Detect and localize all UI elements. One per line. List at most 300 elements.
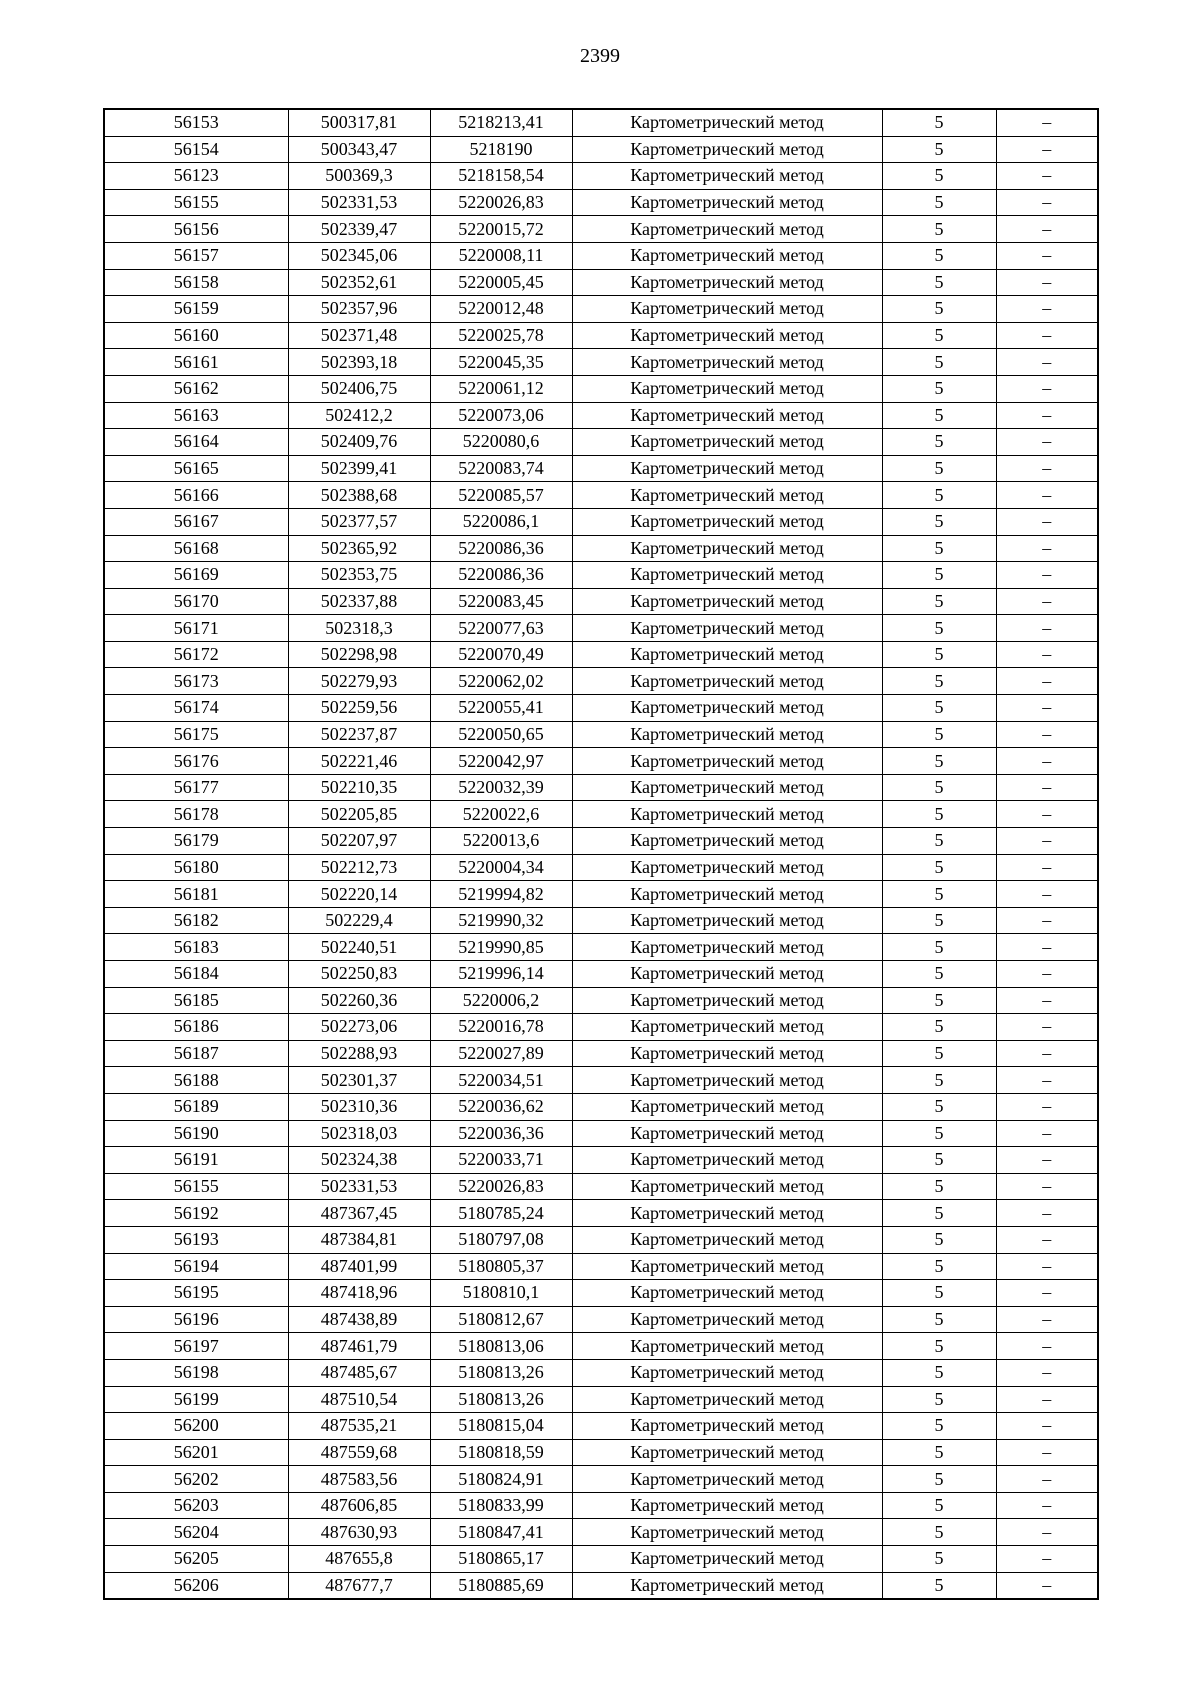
description-cell: – (996, 934, 1098, 961)
x-coordinate-cell: 502399,41 (288, 455, 430, 482)
method-cell: Картометрический метод (572, 1014, 882, 1041)
method-cell: Картометрический метод (572, 801, 882, 828)
method-cell: Картометрический метод (572, 854, 882, 881)
x-coordinate-cell: 487630,93 (288, 1519, 430, 1546)
description-cell: – (996, 1093, 1098, 1120)
y-coordinate-cell: 5220073,06 (430, 402, 572, 429)
precision-cell: 5 (882, 748, 996, 775)
description-cell: – (996, 695, 1098, 722)
precision-cell: 5 (882, 508, 996, 535)
description-cell: – (996, 668, 1098, 695)
table-row (104, 1067, 1098, 1094)
y-coordinate-cell: 5220042,97 (430, 748, 572, 775)
x-coordinate-cell: 487606,85 (288, 1492, 430, 1519)
table-row (104, 482, 1098, 509)
point-number-cell: 56188 (104, 1067, 288, 1094)
method-cell: Картометрический метод (572, 881, 882, 908)
table-row (104, 801, 1098, 828)
table-row (104, 349, 1098, 376)
method-cell: Картометрический метод (572, 1067, 882, 1094)
precision-cell: 5 (882, 1492, 996, 1519)
table-row (104, 1439, 1098, 1466)
description-cell: – (996, 455, 1098, 482)
precision-cell: 5 (882, 641, 996, 668)
precision-cell: 5 (882, 588, 996, 615)
table-row (104, 1519, 1098, 1546)
point-number-cell: 56162 (104, 375, 288, 402)
x-coordinate-cell: 502310,36 (288, 1093, 430, 1120)
method-cell: Картометрический метод (572, 1519, 882, 1546)
point-number-cell: 56193 (104, 1226, 288, 1253)
y-coordinate-cell: 5219994,82 (430, 881, 572, 908)
method-cell: Картометрический метод (572, 987, 882, 1014)
description-cell: – (996, 1306, 1098, 1333)
x-coordinate-cell: 502260,36 (288, 987, 430, 1014)
x-coordinate-cell: 502409,76 (288, 429, 430, 456)
y-coordinate-cell: 5220005,45 (430, 269, 572, 296)
x-coordinate-cell: 502221,46 (288, 748, 430, 775)
table-row (104, 1253, 1098, 1280)
point-number-cell: 56205 (104, 1546, 288, 1573)
point-number-cell: 56171 (104, 615, 288, 642)
y-coordinate-cell: 5220080,6 (430, 429, 572, 456)
point-number-cell: 56167 (104, 508, 288, 535)
point-number-cell: 56157 (104, 242, 288, 269)
y-coordinate-cell: 5220062,02 (430, 668, 572, 695)
method-cell: Картометрический метод (572, 961, 882, 988)
method-cell: Картометрический метод (572, 695, 882, 722)
description-cell: – (996, 1333, 1098, 1360)
description-cell: – (996, 375, 1098, 402)
point-number-cell: 56194 (104, 1253, 288, 1280)
table-row (104, 109, 1098, 136)
point-number-cell: 56187 (104, 1040, 288, 1067)
point-number-cell: 56156 (104, 216, 288, 243)
description-cell: – (996, 189, 1098, 216)
point-number-cell: 56180 (104, 854, 288, 881)
table-row (104, 242, 1098, 269)
y-coordinate-cell: 5220083,45 (430, 588, 572, 615)
method-cell: Картометрический метод (572, 429, 882, 456)
x-coordinate-cell: 487384,81 (288, 1226, 430, 1253)
precision-cell: 5 (882, 1546, 996, 1573)
precision-cell: 5 (882, 1466, 996, 1493)
description-cell: – (996, 1040, 1098, 1067)
table-row (104, 721, 1098, 748)
method-cell: Картометрический метод (572, 136, 882, 163)
x-coordinate-cell: 502365,92 (288, 535, 430, 562)
y-coordinate-cell: 5220036,36 (430, 1120, 572, 1147)
method-cell: Картометрический метод (572, 1200, 882, 1227)
table-row (104, 588, 1098, 615)
x-coordinate-cell: 502324,38 (288, 1147, 430, 1174)
description-cell: – (996, 242, 1098, 269)
point-number-cell: 56192 (104, 1200, 288, 1227)
point-number-cell: 56153 (104, 109, 288, 136)
method-cell: Картометрический метод (572, 721, 882, 748)
point-number-cell: 56185 (104, 987, 288, 1014)
method-cell: Картометрический метод (572, 748, 882, 775)
x-coordinate-cell: 502220,14 (288, 881, 430, 908)
y-coordinate-cell: 5220085,57 (430, 482, 572, 509)
y-coordinate-cell: 5220032,39 (430, 774, 572, 801)
table-row (104, 1147, 1098, 1174)
point-number-cell: 56183 (104, 934, 288, 961)
method-cell: Картометрический метод (572, 1280, 882, 1307)
point-number-cell: 56184 (104, 961, 288, 988)
table-row (104, 163, 1098, 190)
table-row (104, 1359, 1098, 1386)
x-coordinate-cell: 487438,89 (288, 1306, 430, 1333)
x-coordinate-cell: 502212,73 (288, 854, 430, 881)
y-coordinate-cell: 5220086,36 (430, 535, 572, 562)
point-number-cell: 56155 (104, 189, 288, 216)
point-number-cell: 56174 (104, 695, 288, 722)
table-row (104, 987, 1098, 1014)
table-row (104, 508, 1098, 535)
description-cell: – (996, 1280, 1098, 1307)
table-row (104, 1386, 1098, 1413)
table-row (104, 1093, 1098, 1120)
description-cell: – (996, 907, 1098, 934)
point-number-cell: 56165 (104, 455, 288, 482)
point-number-cell: 56197 (104, 1333, 288, 1360)
precision-cell: 5 (882, 1200, 996, 1227)
x-coordinate-cell: 502205,85 (288, 801, 430, 828)
x-coordinate-cell: 502412,2 (288, 402, 430, 429)
description-cell: – (996, 1147, 1098, 1174)
description-cell: – (996, 1572, 1098, 1599)
description-cell: – (996, 1120, 1098, 1147)
x-coordinate-cell: 487583,56 (288, 1466, 430, 1493)
point-number-cell: 56123 (104, 163, 288, 190)
precision-cell: 5 (882, 801, 996, 828)
precision-cell: 5 (882, 482, 996, 509)
point-number-cell: 56163 (104, 402, 288, 429)
description-cell: – (996, 774, 1098, 801)
x-coordinate-cell: 487535,21 (288, 1413, 430, 1440)
y-coordinate-cell: 5180885,69 (430, 1572, 572, 1599)
precision-cell: 5 (882, 216, 996, 243)
y-coordinate-cell: 5180812,67 (430, 1306, 572, 1333)
point-number-cell: 56198 (104, 1359, 288, 1386)
y-coordinate-cell: 5218213,41 (430, 109, 572, 136)
y-coordinate-cell: 5220013,6 (430, 828, 572, 855)
table-row (104, 136, 1098, 163)
precision-cell: 5 (882, 615, 996, 642)
y-coordinate-cell: 5220086,36 (430, 562, 572, 589)
table-body (104, 109, 1098, 1599)
x-coordinate-cell: 502388,68 (288, 482, 430, 509)
table-row (104, 1546, 1098, 1573)
method-cell: Картометрический метод (572, 216, 882, 243)
precision-cell: 5 (882, 1173, 996, 1200)
precision-cell: 5 (882, 269, 996, 296)
method-cell: Картометрический метод (572, 296, 882, 323)
description-cell: – (996, 854, 1098, 881)
method-cell: Картометрический метод (572, 1572, 882, 1599)
method-cell: Картометрический метод (572, 163, 882, 190)
table-row (104, 1280, 1098, 1307)
description-cell: – (996, 508, 1098, 535)
y-coordinate-cell: 5219990,85 (430, 934, 572, 961)
x-coordinate-cell: 502301,37 (288, 1067, 430, 1094)
x-coordinate-cell: 487461,79 (288, 1333, 430, 1360)
table-row (104, 1306, 1098, 1333)
x-coordinate-cell: 502240,51 (288, 934, 430, 961)
precision-cell: 5 (882, 562, 996, 589)
precision-cell: 5 (882, 1386, 996, 1413)
table-row (104, 668, 1098, 695)
precision-cell: 5 (882, 1413, 996, 1440)
method-cell: Картометрический метод (572, 349, 882, 376)
point-number-cell: 56173 (104, 668, 288, 695)
precision-cell: 5 (882, 1253, 996, 1280)
table-row (104, 1014, 1098, 1041)
point-number-cell: 56177 (104, 774, 288, 801)
y-coordinate-cell: 5180847,41 (430, 1519, 572, 1546)
precision-cell: 5 (882, 721, 996, 748)
precision-cell: 5 (882, 987, 996, 1014)
point-number-cell: 56204 (104, 1519, 288, 1546)
precision-cell: 5 (882, 136, 996, 163)
x-coordinate-cell: 500369,3 (288, 163, 430, 190)
table-row (104, 322, 1098, 349)
precision-cell: 5 (882, 668, 996, 695)
table-row (104, 748, 1098, 775)
description-cell: – (996, 721, 1098, 748)
table-row (104, 854, 1098, 881)
precision-cell: 5 (882, 1333, 996, 1360)
y-coordinate-cell: 5180818,59 (430, 1439, 572, 1466)
method-cell: Картометрический метод (572, 934, 882, 961)
y-coordinate-cell: 5219990,32 (430, 907, 572, 934)
method-cell: Картометрический метод (572, 1226, 882, 1253)
x-coordinate-cell: 502377,57 (288, 508, 430, 535)
precision-cell: 5 (882, 109, 996, 136)
point-number-cell: 56190 (104, 1120, 288, 1147)
table-row (104, 1492, 1098, 1519)
y-coordinate-cell: 5220086,1 (430, 508, 572, 535)
x-coordinate-cell: 502337,88 (288, 588, 430, 615)
method-cell: Картометрический метод (572, 375, 882, 402)
precision-cell: 5 (882, 402, 996, 429)
table-row (104, 402, 1098, 429)
method-cell: Картометрический метод (572, 615, 882, 642)
y-coordinate-cell: 5220008,11 (430, 242, 572, 269)
description-cell: – (996, 216, 1098, 243)
description-cell: – (996, 828, 1098, 855)
description-cell: – (996, 1253, 1098, 1280)
description-cell: – (996, 269, 1098, 296)
y-coordinate-cell: 5220036,62 (430, 1093, 572, 1120)
point-number-cell: 56154 (104, 136, 288, 163)
precision-cell: 5 (882, 1359, 996, 1386)
description-cell: – (996, 1359, 1098, 1386)
x-coordinate-cell: 502250,83 (288, 961, 430, 988)
precision-cell: 5 (882, 242, 996, 269)
method-cell: Картометрический метод (572, 1492, 882, 1519)
description-cell: – (996, 296, 1098, 323)
method-cell: Картометрический метод (572, 189, 882, 216)
description-cell: – (996, 1413, 1098, 1440)
y-coordinate-cell: 5220012,48 (430, 296, 572, 323)
precision-cell: 5 (882, 828, 996, 855)
point-number-cell: 56203 (104, 1492, 288, 1519)
method-cell: Картометрический метод (572, 1546, 882, 1573)
x-coordinate-cell: 502318,03 (288, 1120, 430, 1147)
method-cell: Картометрический метод (572, 588, 882, 615)
table-row (104, 562, 1098, 589)
method-cell: Картометрический метод (572, 774, 882, 801)
table-row (104, 1226, 1098, 1253)
point-number-cell: 56159 (104, 296, 288, 323)
method-cell: Картометрический метод (572, 455, 882, 482)
table-row (104, 269, 1098, 296)
point-number-cell: 56189 (104, 1093, 288, 1120)
x-coordinate-cell: 500343,47 (288, 136, 430, 163)
y-coordinate-cell: 5180813,26 (430, 1359, 572, 1386)
description-cell: – (996, 136, 1098, 163)
point-number-cell: 56196 (104, 1306, 288, 1333)
table-row (104, 695, 1098, 722)
table-row (104, 934, 1098, 961)
table-row (104, 615, 1098, 642)
description-cell: – (996, 801, 1098, 828)
point-number-cell: 56170 (104, 588, 288, 615)
method-cell: Картометрический метод (572, 1173, 882, 1200)
table-row (104, 429, 1098, 456)
x-coordinate-cell: 502298,98 (288, 641, 430, 668)
point-number-cell: 56199 (104, 1386, 288, 1413)
description-cell: – (996, 163, 1098, 190)
y-coordinate-cell: 5220055,41 (430, 695, 572, 722)
table-row (104, 1413, 1098, 1440)
point-number-cell: 56200 (104, 1413, 288, 1440)
table-row (104, 1200, 1098, 1227)
table-row (104, 961, 1098, 988)
precision-cell: 5 (882, 934, 996, 961)
description-cell: – (996, 1067, 1098, 1094)
table-row (104, 1572, 1098, 1599)
page-number: 2399 (580, 45, 620, 67)
y-coordinate-cell: 5180813,26 (430, 1386, 572, 1413)
description-cell: – (996, 535, 1098, 562)
method-cell: Картометрический метод (572, 641, 882, 668)
precision-cell: 5 (882, 375, 996, 402)
y-coordinate-cell: 5180785,24 (430, 1200, 572, 1227)
y-coordinate-cell: 5220070,49 (430, 641, 572, 668)
method-cell: Картометрический метод (572, 508, 882, 535)
description-cell: – (996, 1200, 1098, 1227)
description-cell: – (996, 1492, 1098, 1519)
y-coordinate-cell: 5180833,99 (430, 1492, 572, 1519)
precision-cell: 5 (882, 455, 996, 482)
point-number-cell: 56182 (104, 907, 288, 934)
y-coordinate-cell: 5180813,06 (430, 1333, 572, 1360)
method-cell: Картометрический метод (572, 907, 882, 934)
y-coordinate-cell: 5218190 (430, 136, 572, 163)
point-number-cell: 56168 (104, 535, 288, 562)
precision-cell: 5 (882, 1572, 996, 1599)
y-coordinate-cell: 5220034,51 (430, 1067, 572, 1094)
x-coordinate-cell: 502273,06 (288, 1014, 430, 1041)
precision-cell: 5 (882, 1439, 996, 1466)
y-coordinate-cell: 5219996,14 (430, 961, 572, 988)
x-coordinate-cell: 487655,8 (288, 1546, 430, 1573)
method-cell: Картометрический метод (572, 1147, 882, 1174)
point-number-cell: 56191 (104, 1147, 288, 1174)
description-cell: – (996, 588, 1098, 615)
method-cell: Картометрический метод (572, 269, 882, 296)
precision-cell: 5 (882, 1147, 996, 1174)
x-coordinate-cell: 487559,68 (288, 1439, 430, 1466)
x-coordinate-cell: 502279,93 (288, 668, 430, 695)
x-coordinate-cell: 502353,75 (288, 562, 430, 589)
x-coordinate-cell: 502352,61 (288, 269, 430, 296)
description-cell: – (996, 1226, 1098, 1253)
x-coordinate-cell: 502331,53 (288, 189, 430, 216)
y-coordinate-cell: 5220015,72 (430, 216, 572, 243)
y-coordinate-cell: 5180805,37 (430, 1253, 572, 1280)
method-cell: Картометрический метод (572, 1333, 882, 1360)
x-coordinate-cell: 502229,4 (288, 907, 430, 934)
table-row (104, 1040, 1098, 1067)
y-coordinate-cell: 5220061,12 (430, 375, 572, 402)
table-row (104, 455, 1098, 482)
x-coordinate-cell: 487418,96 (288, 1280, 430, 1307)
point-number-cell: 56161 (104, 349, 288, 376)
precision-cell: 5 (882, 163, 996, 190)
x-coordinate-cell: 487367,45 (288, 1200, 430, 1227)
y-coordinate-cell: 5220077,63 (430, 615, 572, 642)
x-coordinate-cell: 502237,87 (288, 721, 430, 748)
x-coordinate-cell: 502318,3 (288, 615, 430, 642)
precision-cell: 5 (882, 774, 996, 801)
point-number-cell: 56158 (104, 269, 288, 296)
y-coordinate-cell: 5220016,78 (430, 1014, 572, 1041)
y-coordinate-cell: 5220004,34 (430, 854, 572, 881)
y-coordinate-cell: 5220083,74 (430, 455, 572, 482)
description-cell: – (996, 748, 1098, 775)
description-cell: – (996, 615, 1098, 642)
x-coordinate-cell: 487401,99 (288, 1253, 430, 1280)
method-cell: Картометрический метод (572, 242, 882, 269)
description-cell: – (996, 482, 1098, 509)
method-cell: Картометрический метод (572, 1120, 882, 1147)
description-cell: – (996, 1546, 1098, 1573)
point-number-cell: 56160 (104, 322, 288, 349)
table-row (104, 1466, 1098, 1493)
table-row (104, 881, 1098, 908)
method-cell: Картометрический метод (572, 535, 882, 562)
method-cell: Картометрический метод (572, 482, 882, 509)
description-cell: – (996, 961, 1098, 988)
x-coordinate-cell: 502207,97 (288, 828, 430, 855)
precision-cell: 5 (882, 1067, 996, 1094)
y-coordinate-cell: 5220045,35 (430, 349, 572, 376)
method-cell: Картометрический метод (572, 109, 882, 136)
point-number-cell: 56164 (104, 429, 288, 456)
description-cell: – (996, 881, 1098, 908)
x-coordinate-cell: 502210,35 (288, 774, 430, 801)
precision-cell: 5 (882, 1226, 996, 1253)
method-cell: Картометрический метод (572, 1359, 882, 1386)
description-cell: – (996, 1173, 1098, 1200)
y-coordinate-cell: 5220050,65 (430, 721, 572, 748)
point-number-cell: 56186 (104, 1014, 288, 1041)
y-coordinate-cell: 5218158,54 (430, 163, 572, 190)
